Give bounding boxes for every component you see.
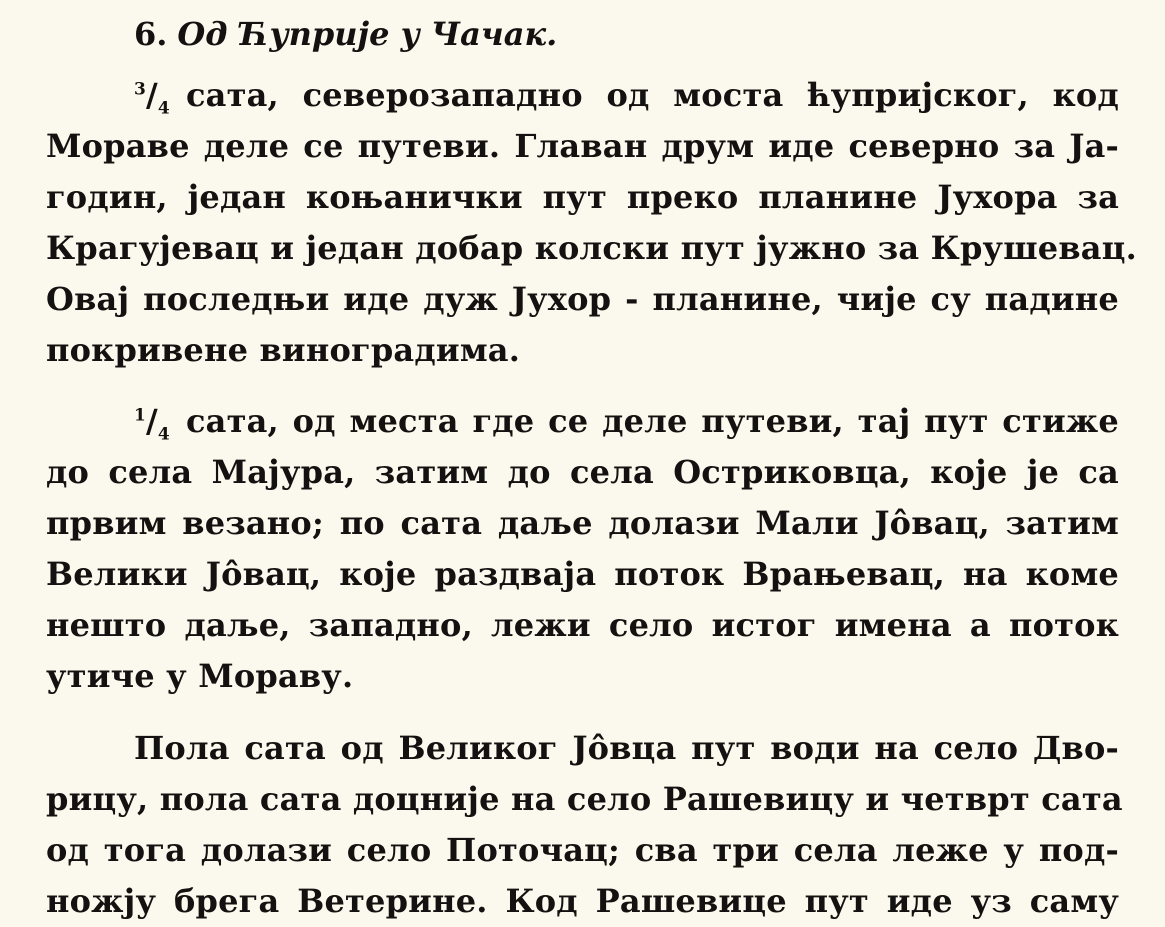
text-line: утиче у Мораву. <box>46 657 354 695</box>
text-line: до села Мајура, затим до села Остриковца, које је са <box>46 453 1119 491</box>
section-heading <box>46 12 1119 56</box>
text-line: од тога долази село Поточац; сва три села леже у под- <box>46 831 1119 869</box>
text-line: ножју брега Ветерине. Код Рашевице пут иде уз саму <box>46 882 1119 920</box>
text-line: Пола сата од Великог Јôвца пут води на село Дво- <box>134 729 1119 767</box>
text-line: нешто даље, западно, лежи село истог имена а поток <box>46 606 1119 644</box>
paragraph-1 <box>46 70 1137 376</box>
text-line: $^3/_4$ сата, северозападно од моста ћупријског, код <box>46 70 1119 121</box>
text-line: покривене виноградима. <box>46 331 521 369</box>
paragraph-2 <box>46 396 1119 702</box>
text-line: Мораве деле се путеви. Главан друм иде северно за Ја- <box>46 127 1119 165</box>
section-number: 6. <box>134 15 168 53</box>
text-line: Крагујевац и један добар колски пут јужно за Крушевац. <box>46 229 1137 267</box>
text-line: годин, један коњанички пут преко планине Јухора за <box>46 178 1119 216</box>
fraction-three-quarters: $^3/_4$ <box>134 76 170 119</box>
paragraph-3 <box>46 723 1123 927</box>
text-line: Овај последњи иде дуж Јухор - планине, чије су падине <box>46 280 1119 318</box>
text-line: рицу, пола сата доцније на село Рашевицу и четврт сата <box>46 780 1123 818</box>
text-line: првим везано; по сата даље долази Мали Јôвац, затим <box>46 504 1119 542</box>
section-title: Од Ћуприје у Чачак. <box>177 15 558 53</box>
fraction-one-quarter: $^1/_4$ <box>134 402 170 445</box>
text-line: $^1/_4$ сата, од места где се деле путеви, тај пут стиже <box>46 396 1119 447</box>
text-line: Велики Јôвац, које раздваја поток Врањевац, на коме <box>46 555 1119 593</box>
